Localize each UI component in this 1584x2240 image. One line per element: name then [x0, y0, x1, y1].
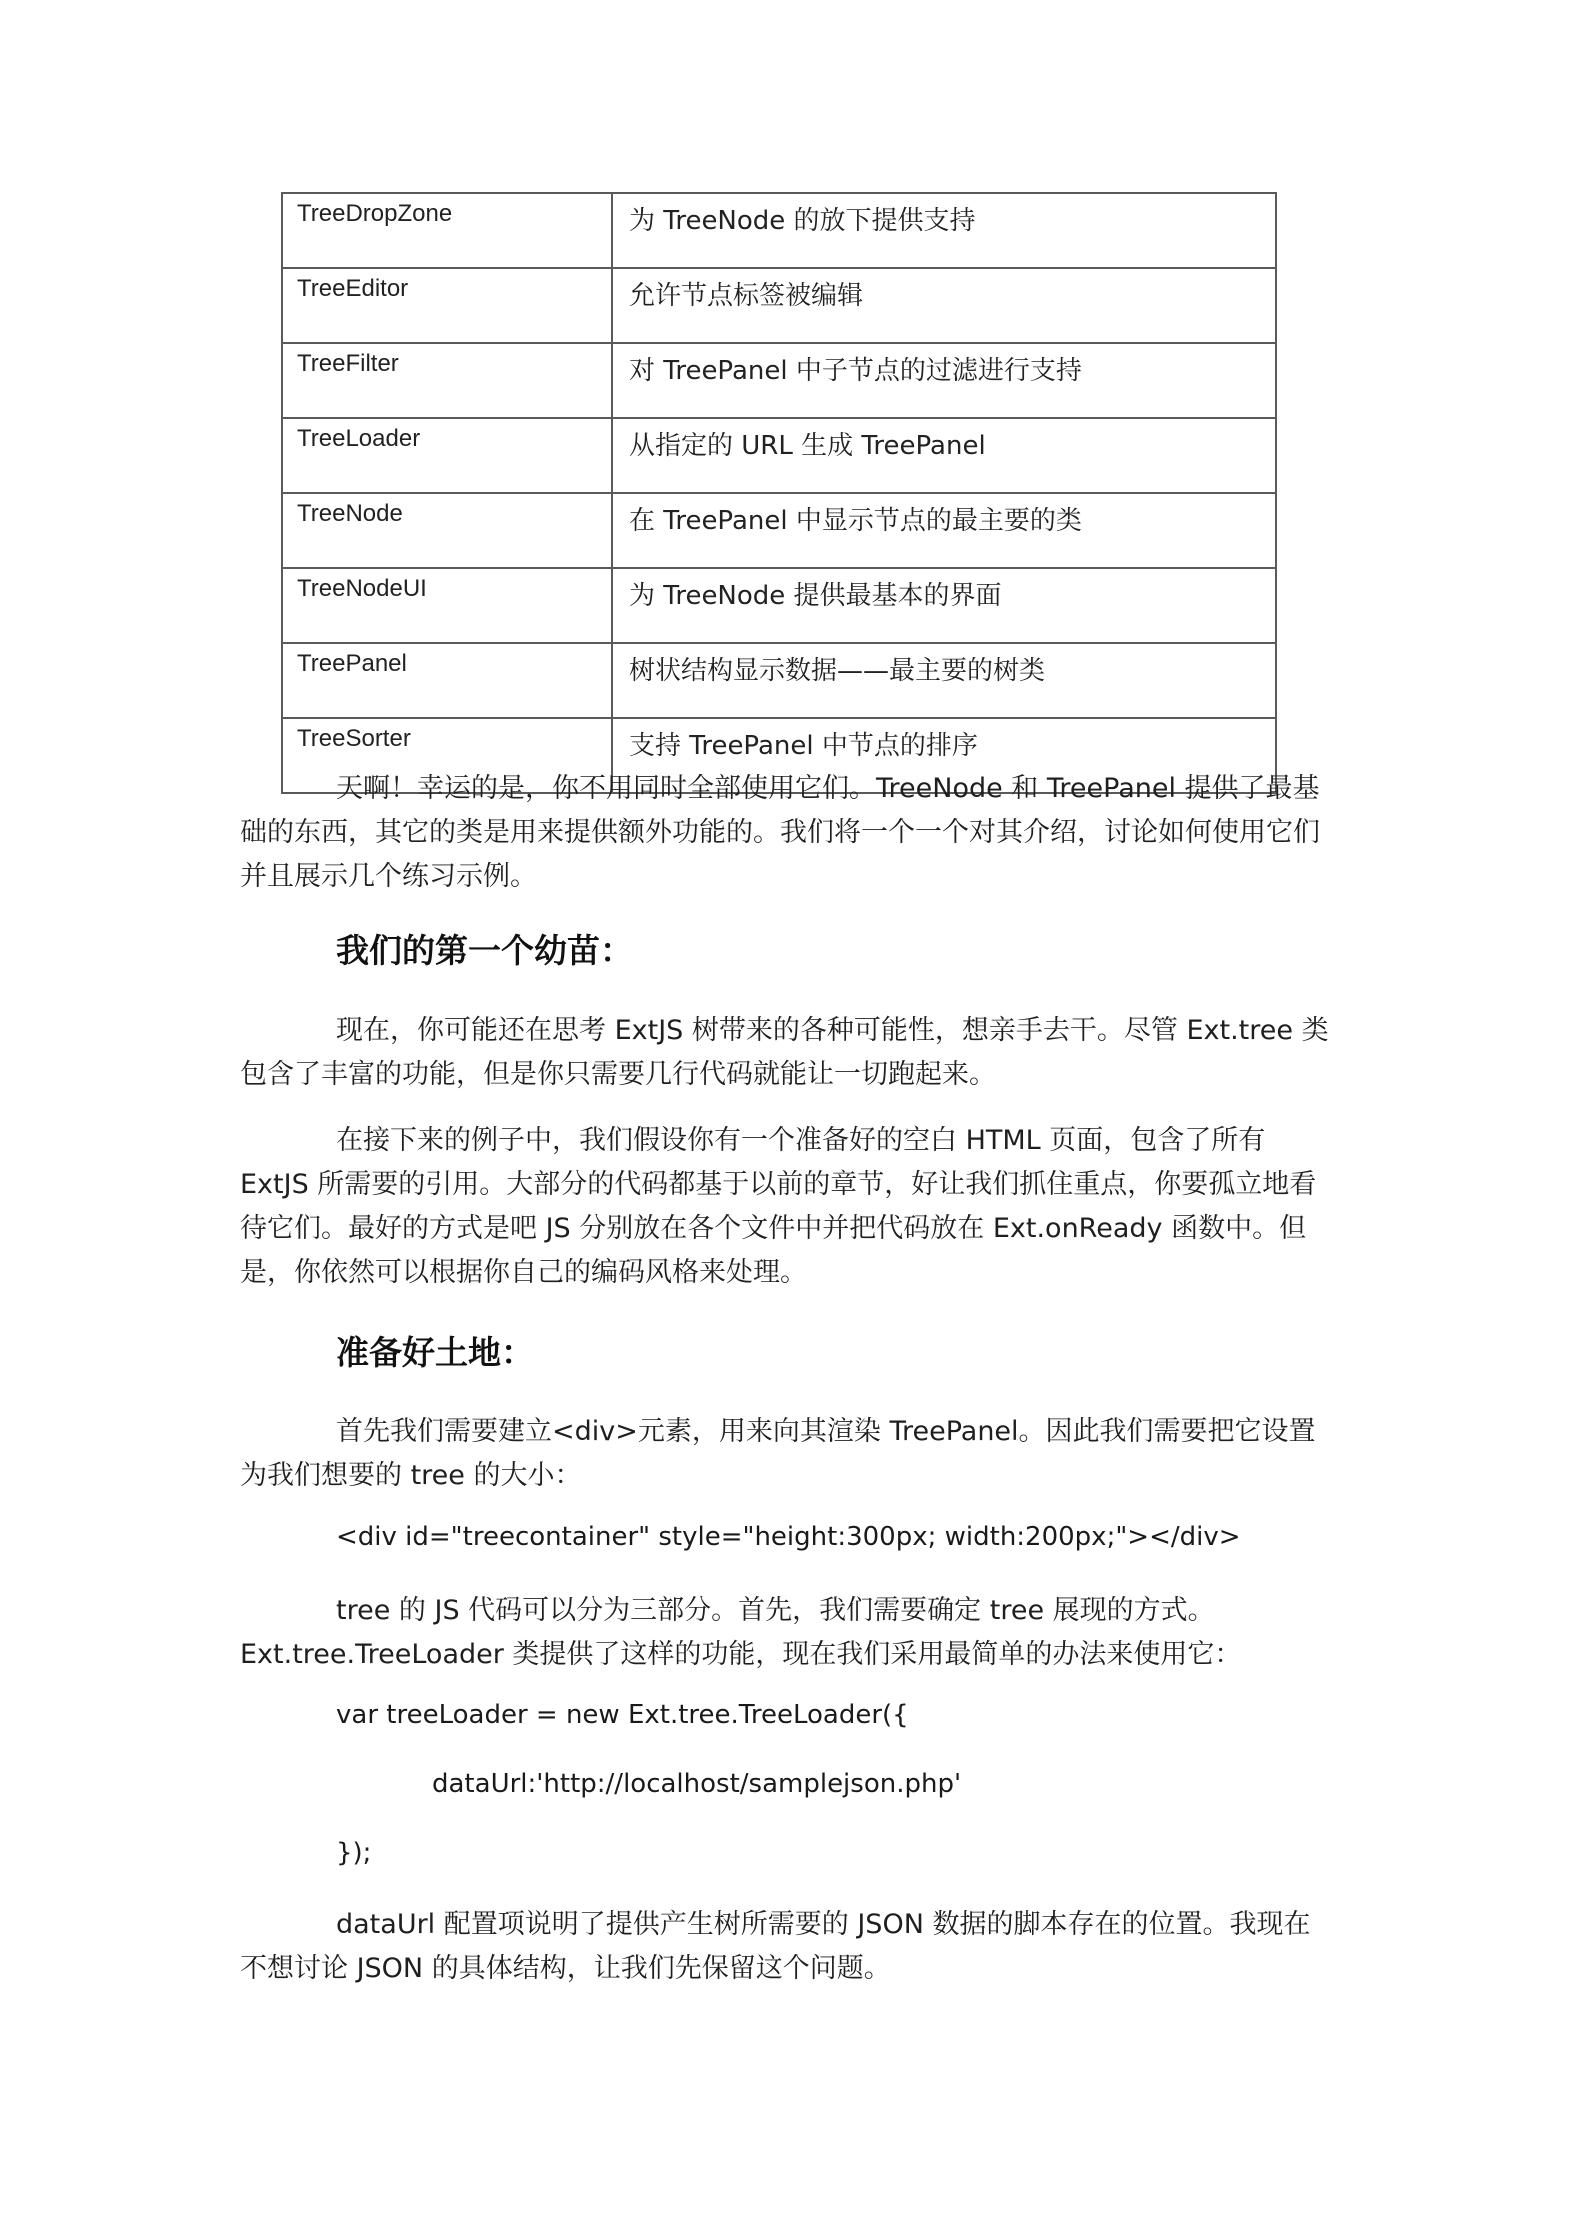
table-row	[282, 193, 1276, 268]
class-name-cell: TreePanel	[282, 643, 612, 718]
class-desc-cell: 允许节点标签被编辑	[612, 268, 1276, 343]
table-row	[282, 418, 1276, 493]
class-desc-cell: 支持 TreePanel 中节点的排序	[612, 718, 1276, 793]
class-desc-cell: 为 TreeNode 提供最基本的界面	[612, 568, 1276, 643]
paragraph-assumptions: 在接下来的例子中，我们假设你有一个准备好的空白 HTML 页面，包含了所有 ExtJS 所需要的引用。大部分的代码都基于以前的章节，好让我们抓住重点，你要孤立地看待它们。最好的方式是吧 JS 分别放在各个文件中并把代码放在 Ext.onReady 函数中。但是，你依然可以根据你自己的编码风格来处理。	[240, 1125, 1317, 1288]
tree-classes-table	[281, 192, 1277, 794]
table-row	[282, 568, 1276, 643]
code-treeloader-line1: var treeLoader = new Ext.tree.TreeLoader({	[336, 1700, 909, 1730]
section-heading-first-seedling: 我们的第一个幼苗：	[336, 931, 633, 970]
table-row	[282, 268, 1276, 343]
paragraph-possibilities: 现在，你可能还在思考 ExtJS 树带来的各种可能性，想亲手去干。尽管 Ext.tree 类包含了丰富的功能，但是你只需要几行代码就能让一切跑起来。	[240, 1015, 1329, 1090]
paragraph-js-three-parts: tree 的 JS 代码可以分为三部分。首先，我们需要确定 tree 展现的方式。Ext.tree.TreeLoader 类提供了这样的功能，现在我们采用最简单的办法来使用它：	[240, 1595, 1242, 1670]
class-name-cell: TreeNodeUI	[282, 568, 612, 643]
paragraph-dataurl-explanation: dataUrl 配置项说明了提供产生树所需要的 JSON 数据的脚本存在的位置。我现在不想讨论 JSON 的具体结构，让我们先保留这个问题。	[240, 1909, 1311, 1984]
code-div-container: <div id="treecontainer" style="height:300px; width:200px;"></div>	[336, 1522, 1241, 1552]
code-treeloader-line3: });	[336, 1838, 372, 1868]
class-name-cell: TreeEditor	[282, 268, 612, 343]
table-row	[282, 643, 1276, 718]
class-desc-cell: 树状结构显示数据——最主要的树类	[612, 643, 1276, 718]
intro-paragraph: 天啊！幸运的是，你不用同时全部使用它们。TreeNode 和 TreePanel 提供了最基础的东西，其它的类是用来提供额外功能的。我们将一个一个对其介绍，讨论如何使用它们并且展示几个练习示例。	[240, 773, 1320, 892]
table-row	[282, 343, 1276, 418]
class-desc-cell: 在 TreePanel 中显示节点的最主要的类	[612, 493, 1276, 568]
class-name-cell: TreeFilter	[282, 343, 612, 418]
class-name-cell: TreeNode	[282, 493, 612, 568]
class-desc-cell: 为 TreeNode 的放下提供支持	[612, 193, 1276, 268]
code-treeloader-line2: dataUrl:'http://localhost/samplejson.php'	[432, 1769, 962, 1799]
table-row	[282, 493, 1276, 568]
class-desc-cell: 从指定的 URL 生成 TreePanel	[612, 418, 1276, 493]
class-desc-cell: 对 TreePanel 中子节点的过滤进行支持	[612, 343, 1276, 418]
class-name-cell: TreeDropZone	[282, 193, 612, 268]
class-name-cell: TreeSorter	[282, 718, 612, 793]
paragraph-create-div: 首先我们需要建立<div>元素，用来向其渲染 TreePanel。因此我们需要把它设置为我们想要的 tree 的大小：	[240, 1416, 1316, 1491]
class-name-cell: TreeLoader	[282, 418, 612, 493]
section-heading-prepare-soil: 准备好土地：	[336, 1333, 534, 1372]
